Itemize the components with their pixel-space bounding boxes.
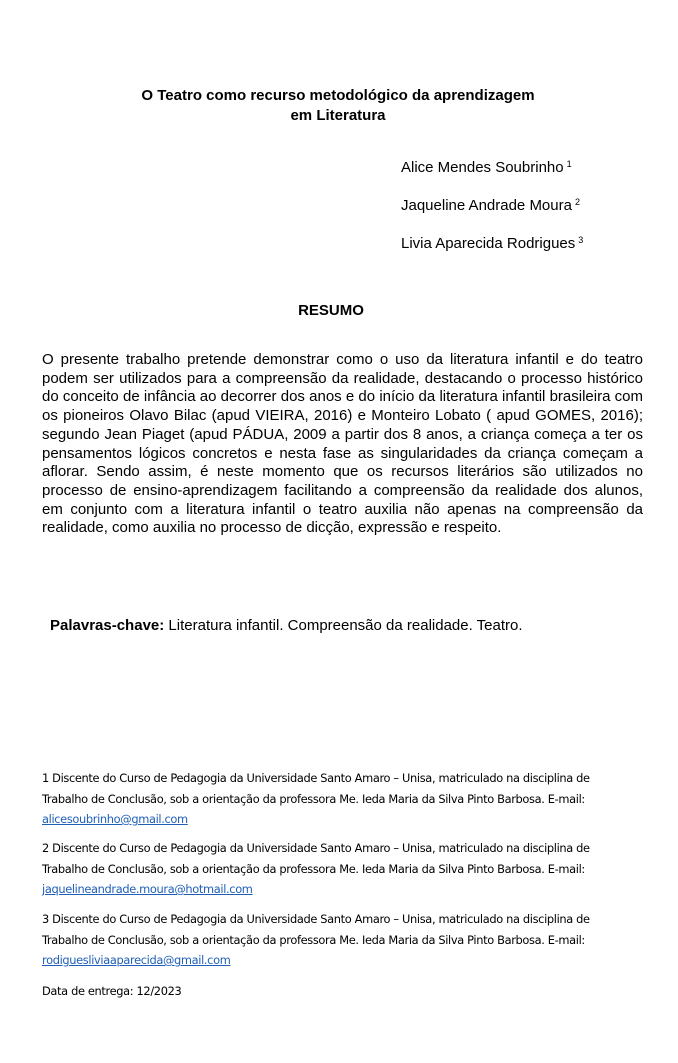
author-1 [401, 154, 583, 192]
keywords-label: Palavras-chave: [50, 617, 165, 634]
delivery-date: Data de entrega: 12/2023 [42, 984, 182, 998]
footnote-2 [42, 838, 638, 900]
author-name: Jaqueline Andrade Moura [401, 197, 572, 214]
author-2 [401, 192, 583, 230]
author-footnote-ref: 1 [566, 159, 572, 169]
footnote-text: 2 Discente do Curso de Pedagogia da Universidade Santo Amaro – Unisa, matriculado na disciplina de Trabalho de Conclusão, sob a orientação da professora Me. Ieda Maria da Silva Pinto Barbosa. E-mail: [42, 841, 590, 876]
footnote-email-link[interactable]: rodiguesliviaaparecida@gmail.com [42, 953, 231, 967]
keywords [50, 616, 523, 636]
footnote-1 [42, 768, 638, 830]
author-footnote-ref: 3 [578, 235, 584, 245]
author-name: Alice Mendes Soubrinho [401, 159, 564, 176]
author-footnote-ref: 2 [574, 197, 580, 207]
author-3 [401, 230, 583, 268]
abstract-text: O presente trabalho pretende demonstrar como o uso da literatura infantil e do teatro podem ser utilizados para a compreensão da realidade, destacando o processo histórico do conceito de infância ao decorrer dos anos e do início da literatura infantil brasileira com os pioneiros Olavo Bilac (apud VIEIRA, 2016) e Monteiro Lobato ( apud GOMES, 2016); segundo Jean Piaget (apud PÁDUA, 2009 a partir dos 8 anos, a criança começa a ter os pensamentos lógicos concretos e nesta fase as singularidades da criança começam a aflorar. Sendo assim, é neste momento que os recursos literários são utilizados no processo de ensino-aprendizagem facilitando a compreensão da realidade dos alunos, em conjunto com a literatura infantil o teatro auxilia não apenas na compreensão da realidade, como auxilia no processo de dicção, expressão e respeito. [42, 351, 643, 537]
paper-title-line-1: O Teatro como recurso metodológico da aprendizagem [141, 87, 535, 104]
abstract-heading: RESUMO [298, 302, 364, 319]
footnote-email-link[interactable]: jaquelineandrade.moura@hotmail.com [42, 882, 253, 896]
author-list [401, 154, 583, 268]
footnote-email-link[interactable]: alicesoubrinho@gmail.com [42, 812, 188, 826]
paper-title-line-2: em Literatura [290, 107, 386, 124]
footnote-3 [42, 909, 638, 971]
author-name: Livia Aparecida Rodrigues [401, 235, 576, 252]
footnote-text: 3 Discente do Curso de Pedagogia da Universidade Santo Amaro – Unisa, matriculado na disciplina de Trabalho de Conclusão, sob a orientação da professora Me. Ieda Maria da Silva Pinto Barbosa. E-mail: [42, 912, 590, 947]
footnote-text: 1 Discente do Curso de Pedagogia da Universidade Santo Amaro – Unisa, matriculado na disciplina de Trabalho de Conclusão, sob a orientação da professora Me. Ieda Maria da Silva Pinto Barbosa. E-mail: [42, 771, 590, 806]
keywords-text: Literatura infantil. Compreensão da realidade. Teatro. [168, 617, 523, 634]
paper-title [60, 86, 616, 126]
